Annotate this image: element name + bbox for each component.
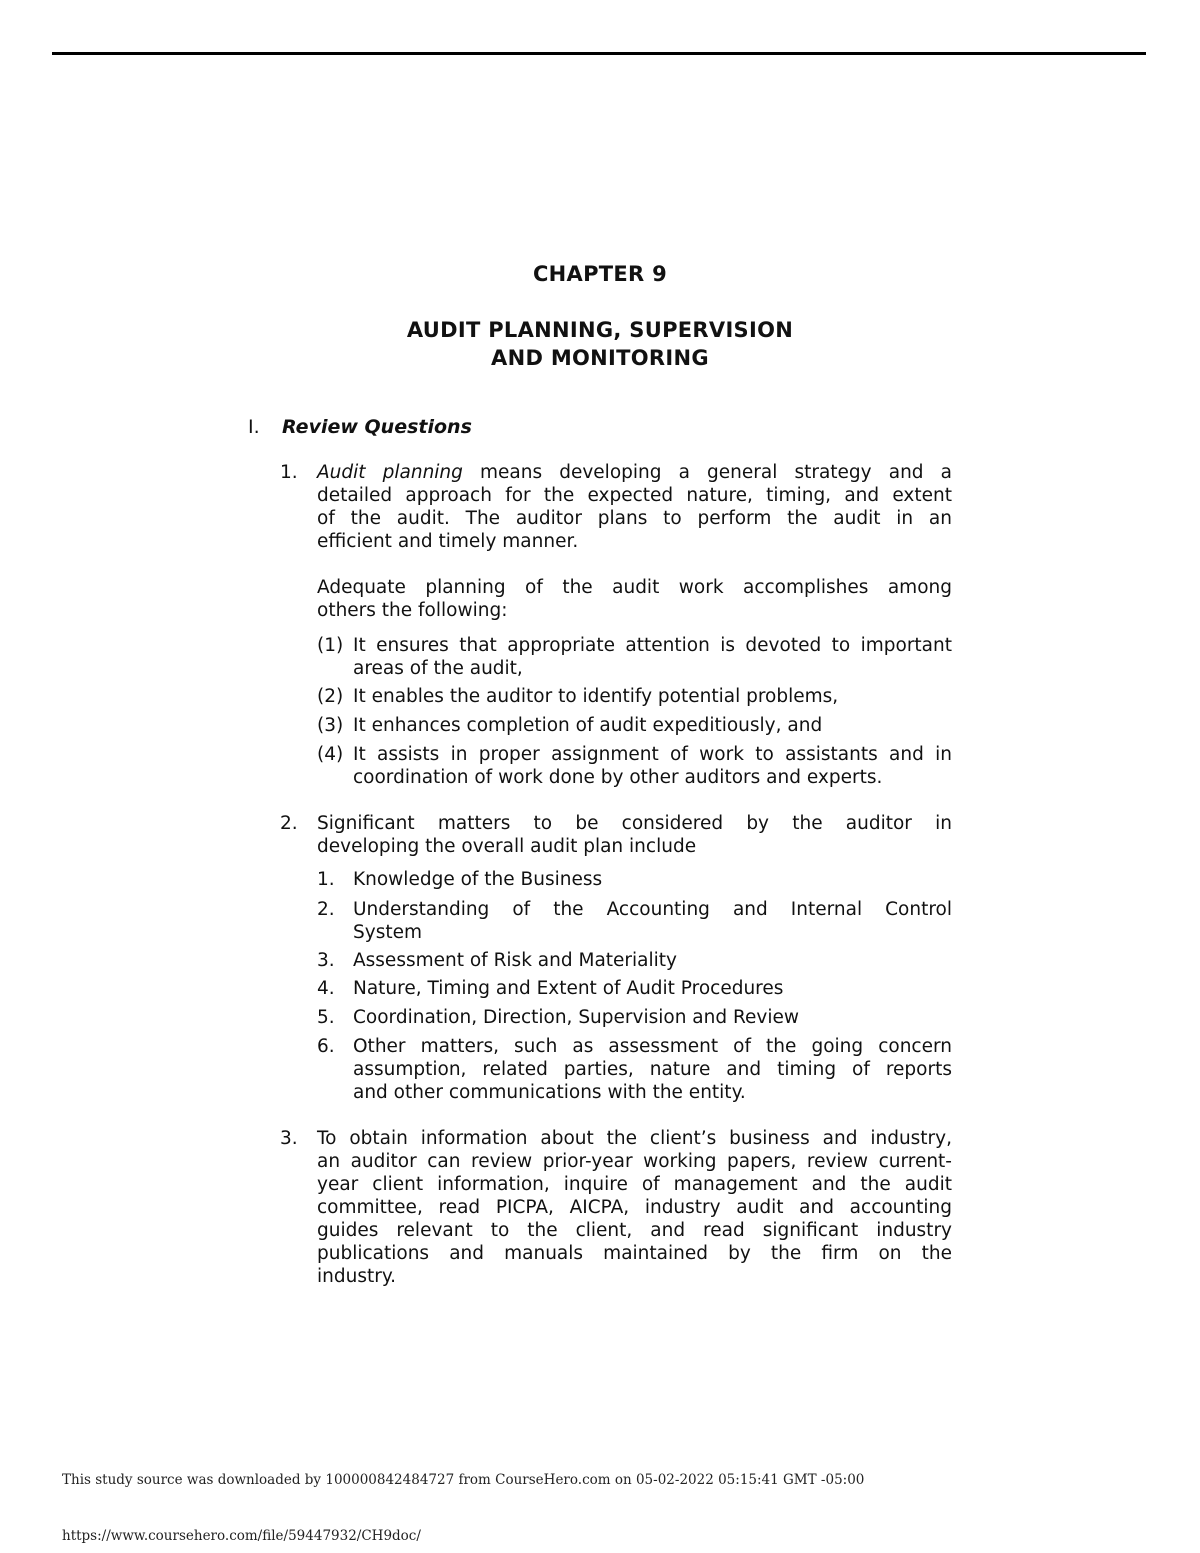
text-line: others the following: bbox=[317, 600, 508, 621]
chapter-title bbox=[0, 316, 1200, 372]
text-line: Knowledge of the Business bbox=[353, 869, 603, 890]
text-line: System bbox=[353, 922, 422, 943]
chapter-title-line-2: AND MONITORING bbox=[491, 346, 709, 370]
text-line: It enables the auditor to identify potential problems, bbox=[353, 686, 839, 707]
point-number: 1. bbox=[317, 869, 335, 890]
text-line: publications and manuals maintained by the firm on the bbox=[317, 1243, 952, 1264]
question-1-paragraph-2 bbox=[280, 576, 952, 622]
q2-point-5 bbox=[280, 1006, 952, 1029]
text-line: assumption, related parties, nature and timing of reports bbox=[353, 1059, 952, 1080]
text-line: To obtain information about the client’s business and industry, bbox=[317, 1128, 952, 1149]
text-line: It assists in proper assignment of work to assistants and in bbox=[353, 744, 952, 765]
text-line: efficient and timely manner. bbox=[317, 531, 579, 552]
text-line: committee, read PICPA, AICPA, industry audit and accounting bbox=[317, 1197, 952, 1218]
point-number: 3. bbox=[317, 950, 335, 971]
q1-point-2 bbox=[280, 685, 952, 708]
text-line: year client information, inquire of management and the audit bbox=[317, 1174, 952, 1195]
question-number: 1. bbox=[280, 462, 298, 483]
q2-point-4 bbox=[280, 977, 952, 1000]
q1-point-3 bbox=[280, 714, 952, 737]
text-line: developing the overall audit plan include bbox=[317, 836, 697, 857]
question-number: 3. bbox=[280, 1128, 298, 1149]
text-line: of the audit. The auditor plans to perform the audit in an bbox=[317, 508, 952, 529]
question-3 bbox=[280, 1127, 952, 1288]
q1-point-1 bbox=[280, 634, 952, 680]
text-line: Assessment of Risk and Materiality bbox=[353, 950, 677, 971]
text-line: an auditor can review prior-year working papers, review current- bbox=[317, 1151, 952, 1172]
download-notice: This study source was downloaded by 100000842484727 from CourseHero.com on 05-02-2022 05:15:41 GMT -05:00 bbox=[62, 1472, 865, 1488]
q2-point-1 bbox=[280, 868, 952, 891]
point-number: (2) bbox=[317, 686, 344, 707]
section-heading bbox=[248, 416, 472, 438]
text-line: industry. bbox=[317, 1266, 397, 1287]
text-line: and other communications with the entity. bbox=[353, 1082, 746, 1103]
section-numeral: I. bbox=[248, 416, 260, 438]
term-audit-planning: Audit planning bbox=[317, 462, 463, 483]
point-number: 4. bbox=[317, 978, 335, 999]
top-rule bbox=[52, 52, 1146, 55]
text-line: Significant matters to be considered by the auditor in bbox=[317, 813, 952, 834]
text-line: Nature, Timing and Extent of Audit Procedures bbox=[353, 978, 784, 999]
point-number: (4) bbox=[317, 744, 344, 765]
question-2 bbox=[280, 812, 952, 858]
text-line: guides relevant to the client, and read significant industry bbox=[317, 1220, 952, 1241]
source-url-link[interactable]: https://www.coursehero.com/file/59447932/CH9doc/ bbox=[62, 1528, 421, 1544]
q1-point-4 bbox=[280, 743, 952, 789]
q2-point-2 bbox=[280, 898, 952, 944]
text-line: Other matters, such as assessment of the going concern bbox=[353, 1036, 952, 1057]
point-number: 2. bbox=[317, 899, 335, 920]
point-number: 6. bbox=[317, 1036, 335, 1057]
text-line: areas of the audit, bbox=[353, 658, 523, 679]
text-line: detailed approach for the expected nature, timing, and extent bbox=[317, 485, 952, 506]
q2-point-3 bbox=[280, 949, 952, 972]
text-line: Understanding of the Accounting and Internal Control bbox=[353, 899, 952, 920]
point-number: (3) bbox=[317, 715, 344, 736]
text-line: Coordination, Direction, Supervision and Review bbox=[353, 1007, 799, 1028]
text-line: means developing a general strategy and a bbox=[462, 462, 952, 483]
text-line: coordination of work done by other auditors and experts. bbox=[353, 767, 883, 788]
q2-point-6 bbox=[280, 1035, 952, 1104]
question-1 bbox=[280, 461, 952, 553]
point-number: 5. bbox=[317, 1007, 335, 1028]
point-number: (1) bbox=[317, 635, 344, 656]
question-number: 2. bbox=[280, 813, 298, 834]
text-line: It ensures that appropriate attention is devoted to important bbox=[353, 635, 952, 656]
chapter-heading: CHAPTER 9 bbox=[532, 262, 668, 286]
text-line: Adequate planning of the audit work accomplishes among bbox=[317, 577, 952, 598]
text-line: It enhances completion of audit expeditiously, and bbox=[353, 715, 823, 736]
section-title: Review Questions bbox=[282, 416, 472, 438]
chapter-title-line-1: AUDIT PLANNING, SUPERVISION bbox=[406, 318, 794, 342]
